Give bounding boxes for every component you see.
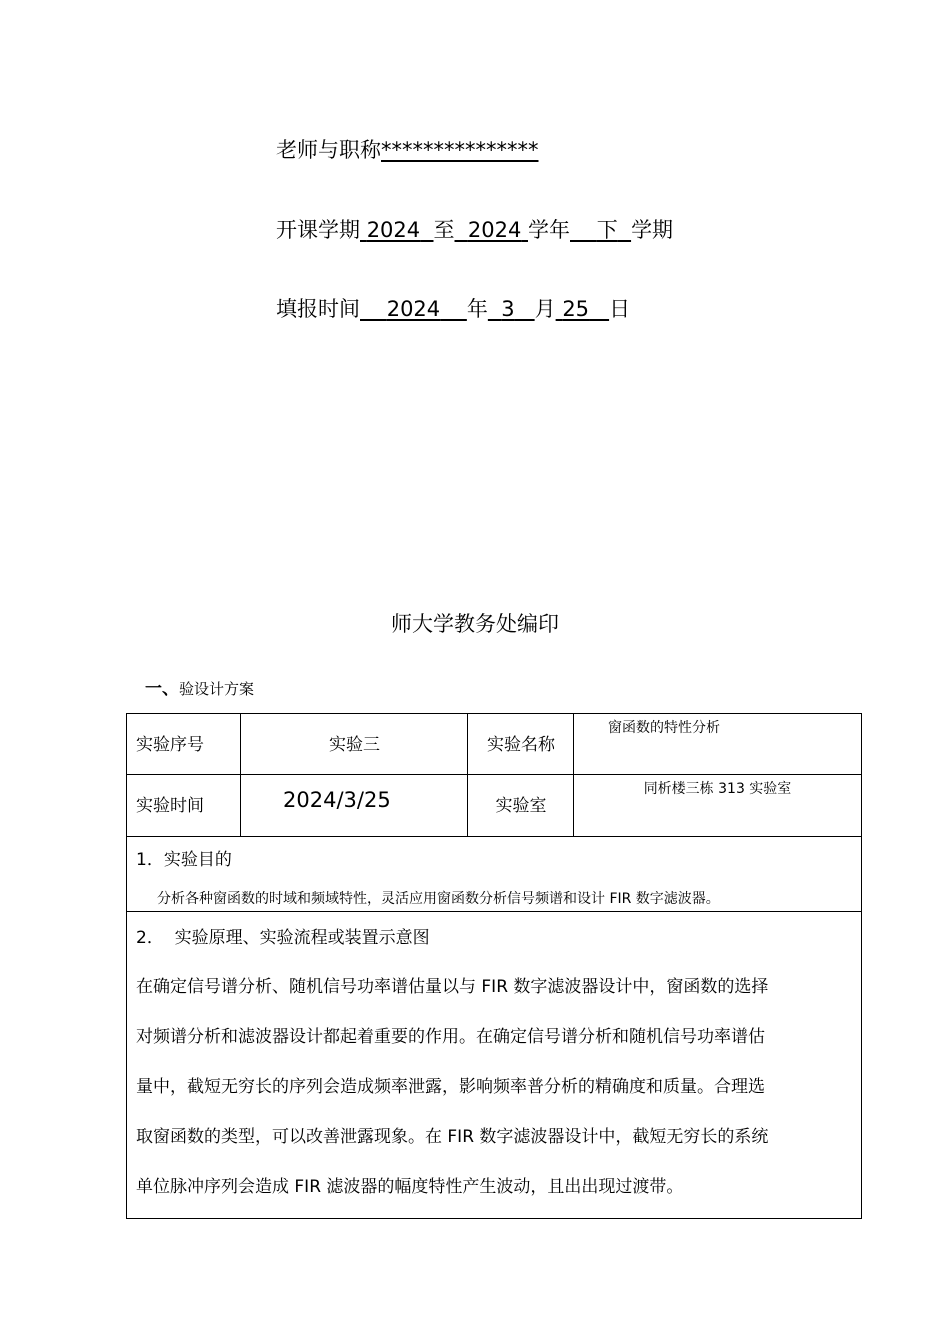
publisher: 师大学教务处编印: [391, 612, 559, 636]
term-line: [276, 216, 673, 244]
term-sep: 至: [433, 218, 455, 242]
filled-date-line: [276, 295, 630, 323]
experiment-number-value: 实验三: [329, 735, 380, 755]
table-cell-label: [468, 714, 574, 775]
experiment-time-label: 实验时间: [136, 796, 204, 816]
filled-label: 填报时间: [276, 297, 360, 321]
lab-value: 同析楼三栋 313 实验室: [643, 781, 792, 797]
experiment-number-label: 实验序号: [136, 735, 204, 755]
principle-paragraph-line: 量中，截短无穷长的序列会造成频率泄露，影响频率普分析的精确度和质量。合理选: [136, 1077, 765, 1097]
section-number: 一、: [145, 679, 179, 699]
experiment-name-value: 窗函数的特性分析: [608, 720, 720, 736]
term-year-end-field: 2024: [467, 218, 522, 242]
teacher-value: ***************: [381, 138, 539, 162]
term-unit: 学期: [631, 218, 674, 242]
table-cell-value: [241, 775, 468, 837]
teacher-label: 老师与职称: [276, 138, 381, 162]
filled-year-field: 2024: [386, 297, 441, 321]
principle-paragraph-line: 取窗函数的类型，可以改善泄露现象。在 FIR 数字滤波器设计中，截短无穷长的系统: [136, 1127, 769, 1147]
lab-label: 实验室: [495, 796, 547, 816]
section-heading: [145, 678, 254, 700]
experiment-time-value: 2024/3/25: [283, 788, 391, 812]
filled-day-field: 25: [562, 297, 590, 321]
info-table: [126, 713, 862, 836]
table-cell-value: [574, 775, 861, 837]
term-label: 开课学期: [276, 218, 360, 242]
section-title: 验设计方案: [179, 680, 255, 698]
purpose-section: [126, 836, 862, 912]
filled-month-unit: 月: [534, 297, 556, 321]
teacher-line: [276, 136, 539, 164]
table-cell-label: [127, 775, 241, 837]
principle-paragraph-line: 单位脉冲序列会造成 FIR 滤波器的幅度特性产生波动，且出出现过渡带。: [136, 1177, 684, 1197]
term-year-start-field: 2024: [366, 218, 421, 242]
purpose-title: 1．实验目的: [136, 850, 232, 870]
filled-day-unit: 日: [609, 297, 631, 321]
table-cell-label: [468, 775, 574, 837]
principle-paragraph-line: 在确定信号谱分析、随机信号功率谱估量以与 FIR 数字滤波器设计中，窗函数的选择: [136, 977, 769, 997]
principle-section: [126, 912, 862, 1219]
purpose-text: 分析各种窗函数的时域和频域特性，灵活应用窗函数分析信号频谱和设计 FIR 数字滤波器。: [157, 891, 720, 907]
table-cell-value: [574, 714, 861, 775]
principle-title: 2． 实验原理、实验流程或装置示意图: [136, 928, 430, 948]
principle-paragraph-line: 对频谱分析和滤波器设计都起着重要的作用。在确定信号谱分析和随机信号功率谱估: [136, 1027, 765, 1047]
table-cell-value: [241, 714, 468, 775]
filled-year-unit: 年: [466, 297, 488, 321]
term-half-field: 下: [596, 218, 618, 242]
filled-month-field: 3: [501, 297, 515, 321]
table-cell-label: [127, 714, 241, 775]
experiment-name-label: 实验名称: [487, 735, 555, 755]
term-year-unit: 学年: [528, 218, 570, 242]
